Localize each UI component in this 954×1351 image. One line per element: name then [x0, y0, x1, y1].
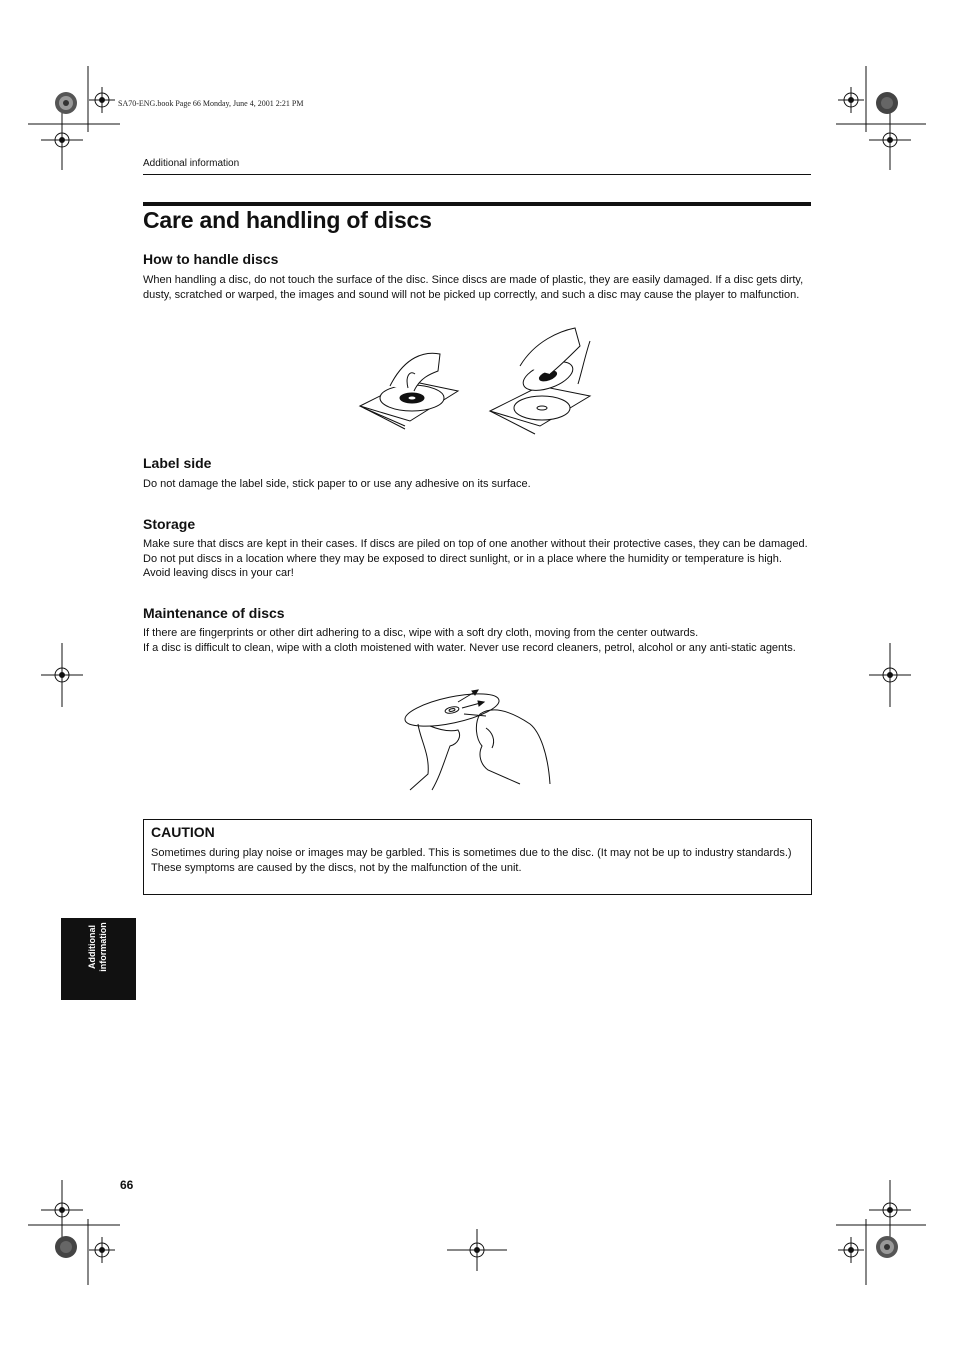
- side-tab: [61, 918, 136, 1000]
- section-body-maintenance-1: If there are fingerprints or other dirt adhering to a disc, wipe with a soft dry cloth, moving from the center outwards.: [143, 627, 699, 639]
- title-rule: [143, 202, 811, 206]
- caution-box: [143, 819, 812, 895]
- page-number: 66: [120, 1178, 134, 1192]
- caution-text: [151, 846, 801, 875]
- caution-title: CAUTION: [151, 824, 215, 840]
- section-heading-label-side: Label side: [143, 455, 212, 471]
- section-heading-storage: Storage: [143, 516, 196, 532]
- section-body-storage: Make sure that discs are kept in their cases. If discs are piled on top of one another without their protective cases, they can be damaged. Do not put discs in a location where they may be exposed to direct sunlight, or in a place where the humidity or temperature is high. Avoid leaving discs in your car!: [143, 538, 808, 579]
- disc-handling-illustration: [350, 326, 610, 426]
- section-body-maintenance-2: If a disc is difficult to clean, wipe with a cloth moistened with water. Never use record cleaners, petrol, alcohol or any anti-static agents.: [143, 642, 796, 654]
- running-head: Additional information: [143, 158, 240, 169]
- page-title: Care and handling of discs: [143, 207, 432, 233]
- section-body-label-side: Do not damage the label side, stick paper to or use any adhesive on its surface.: [143, 478, 531, 490]
- side-tab-line-1: Additional: [87, 925, 97, 969]
- disc-wiping-illustration: [400, 684, 560, 794]
- section-body-handle-discs: When handling a disc, do not touch the surface of the disc. Since discs are made of plastic, they are easily damaged. If a disc gets dirty, dusty, scratched or warped, the images and sound will not be picked up correctly, and such a disc may cause the player to malfunction.: [143, 274, 804, 301]
- side-tab-line-2: information: [98, 922, 108, 972]
- caution-line-1: Sometimes during play noise or images may be garbled. This is sometimes due to the disc. (It may not be up to industry standards.): [151, 847, 792, 859]
- section-heading-maintenance: Maintenance of discs: [143, 605, 285, 621]
- side-tab-label: [87, 906, 162, 988]
- header-rule: [143, 174, 811, 175]
- section-heading-handle-discs: How to handle discs: [143, 251, 279, 267]
- caution-line-2: These symptoms are caused by the discs, not by the malfunction of the unit.: [151, 861, 522, 874]
- file-info: SA70-ENG.book Page 66 Monday, June 4, 2001 2:21 PM: [118, 99, 304, 108]
